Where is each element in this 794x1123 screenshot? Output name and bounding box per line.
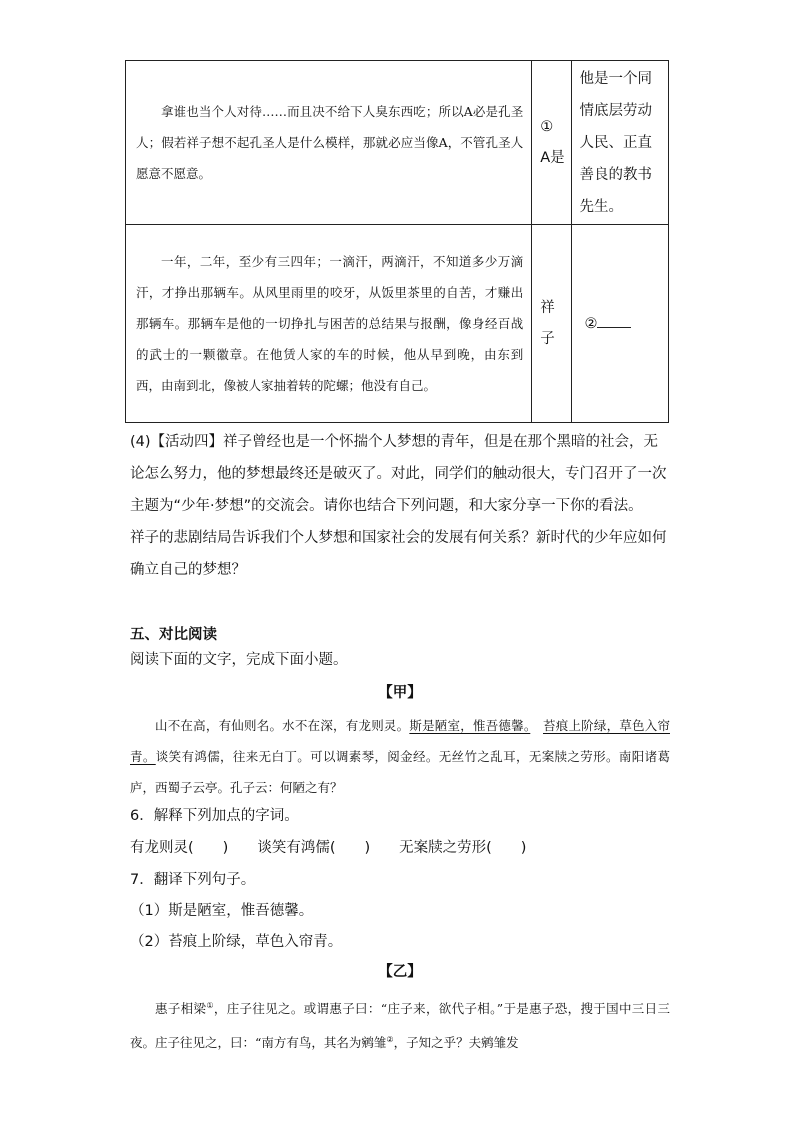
jia-passage: [130, 710, 670, 803]
analysis-table: [125, 60, 669, 423]
table-row: [126, 61, 669, 225]
description-cell: [572, 61, 669, 225]
yi-text: 惠子相梁: [155, 1001, 207, 1017]
section-title: 五、对比阅读: [130, 627, 217, 643]
answer-blank-cell: [572, 225, 669, 423]
jia-title: 【甲】: [378, 685, 422, 701]
yi-passage: [130, 990, 670, 1052]
description-text: 他是一个同情底层劳动人民、正直善良的教书先生。: [579, 70, 652, 215]
yi-text: ，庄子往见之。或谓惠子曰：“庄子来，欲代子相。”于是惠子恐，搜于国中三日三夜。庄子往见之，曰：“南方有鸟，其名为鹓雏: [130, 1001, 670, 1051]
name-cell: [532, 225, 572, 423]
jia-underlined-2: 苔痕上阶绿，草色入帘青。: [130, 718, 670, 764]
question-7-1: （1）斯是陋室，惟吾德馨。: [130, 903, 314, 919]
answer-mark: ①: [540, 118, 554, 135]
answer-blank-line: [597, 313, 631, 328]
answer-text: A是: [540, 149, 565, 166]
question-7-2: （2）苔痕上阶绿，草色入帘青。: [130, 934, 343, 950]
activity4-question: 祥子的悲剧结局告诉我们个人梦想和国家社会的发展有何关系？新时代的少年应如何确立自己的梦想？: [130, 530, 667, 578]
footnote-marker: ①: [206, 1001, 214, 1010]
quote-text: 一年，二年，至少有三四年；一滴汗，两滴汗，不知道多少万滴汗，才挣出那辆车。从风里雨里的咬牙，从饭里茶里的自苦，才赚出那辆车。那辆车是他的一切挣扎与困苦的总结果与报酬，像身经百战的武士的一颗徽章。在他赁人家的车的时候，他从早到晚，由东到西，由南到北，像被人家抽着转的陀螺；他没有自己。: [136, 254, 524, 393]
jia-text: 谈笑有鸿儒，往来无白丁。可以调素琴，阅金经。无丝竹之乱耳，无案牍之劳形。南阳诸葛庐，西蜀子云亭。孔子云：何陋之有？: [130, 749, 670, 795]
jia-underlined-1: 斯是陋室，惟吾德馨。: [409, 718, 531, 733]
jia-text: 山不在高，有仙则名。水不在深，有龙则灵。: [155, 718, 410, 733]
yi-title: 【乙】: [378, 964, 422, 980]
quote-cell: [126, 225, 532, 423]
yi-text: ，子知之乎？夫鹓雏发: [393, 1035, 519, 1051]
quote-cell: [126, 61, 532, 225]
character-name: 祥子: [540, 299, 555, 347]
answer-cell: [532, 61, 572, 225]
instruction-text: 阅读下面的文字，完成下面小题。: [130, 652, 348, 668]
table-row: [126, 225, 669, 423]
question-7: 7．翻译下列句子。: [130, 872, 256, 888]
question-6-items: 有龙则灵( ) 谈笑有鸿儒( ) 无案牍之劳形( ): [130, 840, 527, 856]
question-6: 6．解释下列加点的字词。: [130, 808, 299, 824]
quote-text: 拿谁也当个人对待……而且决不给下人臭东西吃；所以A必是孔圣人；假若祥子想不起孔圣人是什么模样，那就必应当像A，不管孔圣人愿意不愿意。: [136, 104, 524, 181]
answer-mark: ②: [584, 315, 598, 332]
footnote-marker: ②: [386, 1035, 394, 1045]
jia-gap: [530, 718, 543, 733]
activity4-text: (4)【活动四】祥子曾经也是一个怀揣个人梦想的青年，但是在那个黑暗的社会，无论怎么努力，他的梦想最终还是破灭了。对此，同学们的触动很大，专门召开了一次主题为“少年·梦想”的交流会。请你也结合下列问题，和大家分享一下你的看法。: [130, 434, 667, 514]
